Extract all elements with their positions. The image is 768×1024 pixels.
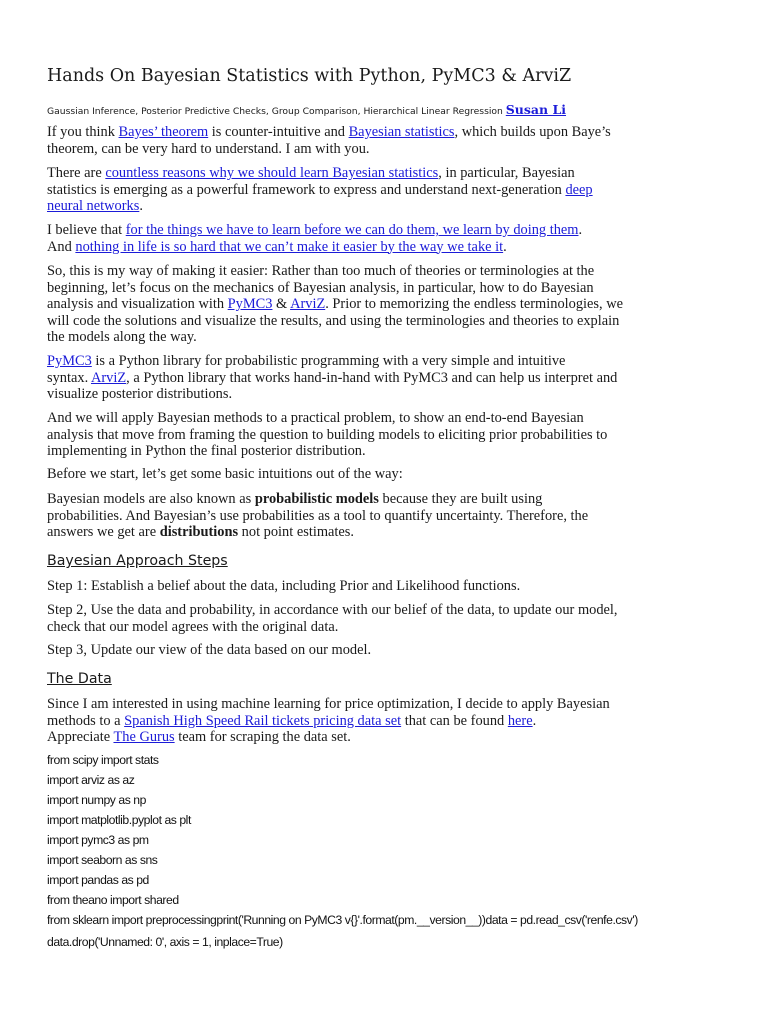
page-title: Hands On Bayesian Statistics with Python, PyMC3 & ArviZ [47, 66, 572, 86]
step-1: Step 1: Establish a belief about the data, including Prior and Likelihood functions. [47, 578, 521, 594]
deep-neural-networks-link-cont[interactable]: neural networks [47, 198, 140, 214]
paragraph-belief: I believe that for the things we have to learn before we can do them, we learn by doing them. And nothing in life is so hard that we can’t make it easier by the way we take it. [47, 222, 583, 255]
author-link[interactable]: Susan Li [505, 102, 567, 117]
heading-the-data: The Data [47, 671, 112, 687]
step-3: Step 3, Update our view of the data based on our model. [47, 642, 372, 658]
nothing-in-life-link[interactable]: nothing in life is so hard that we can’t make it easier by the way we take it [75, 238, 504, 255]
paragraph-data: Since I am interested in using machine learning for price optimization, I decide to apply Bayesian methods to a Spanish High Speed Rail tickets pricing data set that can be found here. Appreciate The Gurus team for scraping the data set. [47, 696, 610, 745]
paragraph-practical: And we will apply Bayesian methods to a practical problem, to show an end-to-end Bayesian analysis that move from framing the question to building models to eliciting prior probabilities to implementing in Python the final posterior distribution. [47, 410, 608, 459]
bayes-theorem-link[interactable]: Bayes’ theorem [118, 124, 209, 140]
heading-bayesian-steps: Bayesian Approach Steps [47, 553, 228, 569]
subtitle-topics: Gaussian Inference, Posterior Predictive Checks, Group Comparison, Hierarchical Linear Regression [47, 106, 503, 117]
code-line: from theano import shared [47, 893, 179, 907]
pymc3-link[interactable]: PyMC3 [227, 296, 273, 312]
here-link[interactable]: here [507, 712, 533, 729]
code-line: import matplotlib.pyplot as plt [47, 813, 191, 827]
step-2: Step 2, Use the data and probability, in accordance with our belief of the data, to update our model, check that our model agrees with the original data. [47, 602, 618, 635]
code-line: import numpy as np [47, 793, 146, 807]
rail-dataset-link[interactable]: Spanish High Speed Rail tickets pricing data set [124, 712, 402, 729]
code-line: from sklearn import preprocessingprint('Running on PyMC3 v{}'.format(pm.__version__))data = pd.read_csv('renfe.csv') [47, 913, 638, 927]
countless-reasons-link[interactable]: countless reasons why we should learn Bayesian statistics [105, 165, 439, 181]
subtitle-line [47, 102, 566, 117]
code-line: data.drop('Unnamed: 0', axis = 1, inplace=True) [47, 935, 283, 949]
pymc3-link-2[interactable]: PyMC3 [47, 353, 92, 369]
code-line: import pymc3 as pm [47, 833, 149, 847]
bayesian-statistics-link[interactable]: Bayesian statistics [348, 124, 455, 140]
paragraph-intuitions: Before we start, let’s get some basic intuitions out of the way: [47, 466, 403, 482]
arviz-link-2[interactable]: ArviZ [90, 369, 127, 386]
paragraph-reasons: There are countless reasons why we should learn Bayesian statistics, in particular, Bayesian statistics is emerging as a powerful framework to express and understand next-generation deep neural networks. [47, 165, 593, 214]
code-line: import seaborn as sns [47, 853, 158, 867]
code-line: import pandas as pd [47, 873, 149, 887]
paragraph-approach: So, this is my way of making it easier: Rather than too much of theories or terminologies at the beginning, let’s focus on the mechanics of Bayesian analysis, in particular, how to do Bayesian analysis and visualization with PyMC3 & ArviZ. Prior to memorizing the endless terminologies, we will code the solutions and visualize the results, and using the terminologies and theories to explain the models along the way. [47, 263, 623, 345]
code-line: import arviz as az [47, 773, 135, 787]
paragraph-intro: If you think Bayes’ theorem is counter-intuitive and Bayesian statistics, which builds upon Baye’s theorem, can be very hard to understand. I am with you. [47, 124, 611, 157]
paragraph-libraries: PyMC3 is a Python library for probabilistic programming with a very simple and intuitive syntax. ArviZ, a Python library that works hand-in-hand with PyMC3 and can help us interpret and visualize posterior distributions. [47, 353, 618, 402]
arviz-link[interactable]: ArviZ [290, 296, 326, 312]
code-line: from scipy import stats [47, 753, 159, 767]
paragraph-models: Bayesian models are also known as probabilistic models because they are built using probabilities. And Bayesian’s use probabilities as a tool to quantify uncertainty. Therefore, the answers we get are distributions not point estimates. [47, 491, 589, 540]
the-gurus-link[interactable]: The Gurus [113, 729, 175, 745]
learn-by-doing-link[interactable]: for the things we have to learn before we can do them, we learn by doing them [125, 222, 579, 238]
deep-neural-networks-link[interactable]: deep [565, 181, 593, 198]
